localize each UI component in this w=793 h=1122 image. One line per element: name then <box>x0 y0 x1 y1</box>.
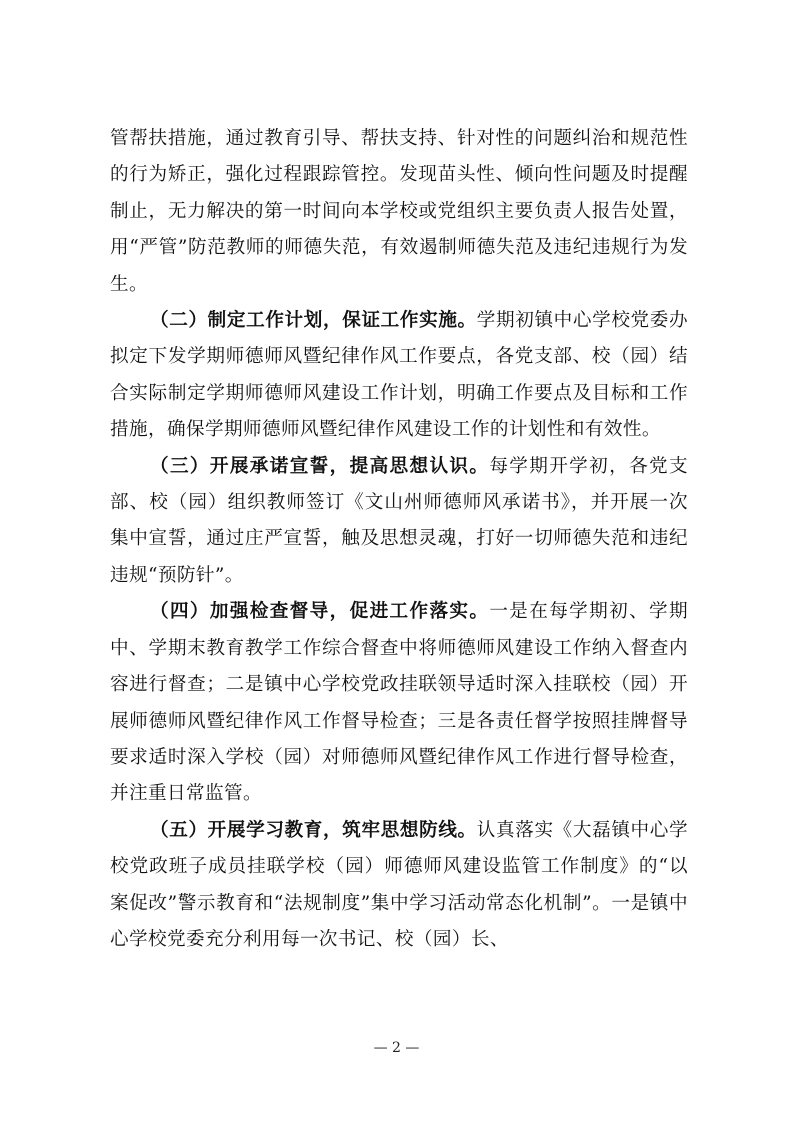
section-heading: （五）开展学习教育，筑牢思想防线。 <box>150 819 477 841</box>
paragraph-text: 管帮扶措施，通过教育引导、帮扶支持、针对性的问题纠治和规范性的行为矫正，强化过程跟踪管控。发现苗头性、倾向性问题及时提醒制止，无力解决的第一时间向本学校或党组织主要负责人报告处置，用“严管”防范教师的师德失范，有效遏制师德失范及违纪违规行为发生。 <box>110 128 688 295</box>
section-heading: （四）加强检查督导，促进工作落实。 <box>150 601 490 623</box>
paragraph-text: 一是在每学期初、学期中、学期末教育教学工作综合督查中将师德师风建设工作纳入督查内容进行督查；二是镇中心学校党政挂联领导适时深入挂联校（园）开展师德师风暨纪律作风工作督导检查；三是各责任督学按照挂牌督导要求适时深入学校（园）对师德师风暨纪律作风工作进行督导检查，并注重日常监管。 <box>110 601 688 805</box>
paragraph-text: 学期初镇中心学校党委办拟定下发学期师德师风暨纪律作风工作要点，各党支部、校（园）结合实际制定学期师德师风建设工作计划，明确工作要点及目标和工作措施，确保学期师德师风暨纪律作风建设工作的计划性和有效性。 <box>110 310 688 441</box>
paragraph-continuation <box>110 121 688 303</box>
section-heading: （三）开展承诺宣誓，提高思想认识。 <box>150 455 490 477</box>
paragraph-section-4 <box>110 594 688 812</box>
section-heading: （二）制定工作计划，保证工作实施。 <box>150 310 477 332</box>
page-number: — 2 — <box>373 1040 420 1056</box>
paragraph-section-5 <box>110 813 688 959</box>
document-body <box>110 121 688 958</box>
paragraph-section-2 <box>110 303 688 449</box>
paragraph-text: 每学期开学初，各党支部、校（园）组织教师签订《文山州师德师风承诺书》，并开展一次集中宣誓，通过庄严宣誓，触及思想灵魂，打好一切师德失范和违纪违规“预防针”。 <box>110 455 688 586</box>
paragraph-section-3 <box>110 449 688 595</box>
paragraph-text: 认真落实《大磊镇中心学校党政班子成员挂联学校（园）师德师风建设监管工作制度》的“以案促改”警示教育和“法规制度”集中学习活动常态化机制”。一是镇中心学校党委充分利用每一次书记、校（园）长、 <box>110 819 688 950</box>
